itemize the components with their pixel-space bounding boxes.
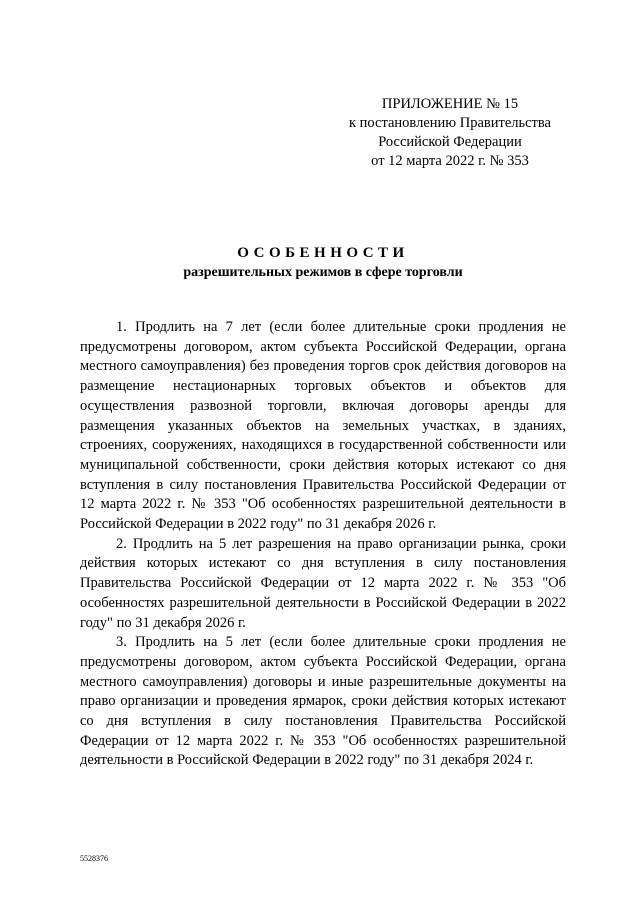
document-code: 5528376 xyxy=(80,854,108,863)
paragraph-2: 2. Продлить на 5 лет разрешения на право организации рынка, сроки действия которых истекают со дня вступления в силу постановления Правительства Российской Федерации от 12 марта 2022 г. № 353 "Об особенностях разрешительной деятельности в Российской Федерации в 2022 году" по 31 декабря 2026 г. xyxy=(80,535,566,631)
document-title: ОСОБЕННОСТИ xyxy=(237,245,409,261)
appendix-header xyxy=(300,95,600,171)
paragraph-3: 3. Продлить на 5 лет (если более длительные сроки продления не предусмотрены договором, актом субъекта Российской Федерации, органа местного самоуправления) договоры и иные разрешительные документы на право организации и проведения ярмарок, сроки действия которых истекают со дня вступления в силу постановления Правительства Российской Федерации от 12 марта 2022 г. № 353 "Об особенностях разрешительной деятельности в Российской Федерации в 2022 году" по 31 декабря 2024 г. xyxy=(80,634,566,769)
appendix-date-number: от 12 марта 2022 г. № 353 xyxy=(371,153,529,169)
document-title-block xyxy=(80,243,566,283)
paragraph-1: 1. Продлить на 7 лет (если более длительные сроки продления не предусмотрены договором, актом субъекта Российской Федерации, органа местного самоуправления) без проведения торгов срок действия договоров на размещение нестационарных торговых объектов и объектов для осуществления развозной торговли, включая договоры аренды для размещения указанных объектов на земельных участках, в зданиях, строениях, сооружениях, находящихся в государственной собственности или муниципальной собственности, сроки действия которых истекают со дня вступления в силу постановления Правительства Российской Федерации от 12 марта 2022 г. № 353 "Об особенностях разрешительной деятельности в Российской Федерации в 2022 году" по 31 декабря 2026 г. xyxy=(80,319,566,533)
document-subtitle: разрешительных режимов в сфере торговли xyxy=(183,265,463,280)
appendix-reference: к постановлению Правительства xyxy=(349,115,551,131)
appendix-number: ПРИЛОЖЕНИЕ № 15 xyxy=(381,96,519,112)
appendix-authority: Российской Федерации xyxy=(378,134,522,150)
document-body xyxy=(80,318,566,771)
